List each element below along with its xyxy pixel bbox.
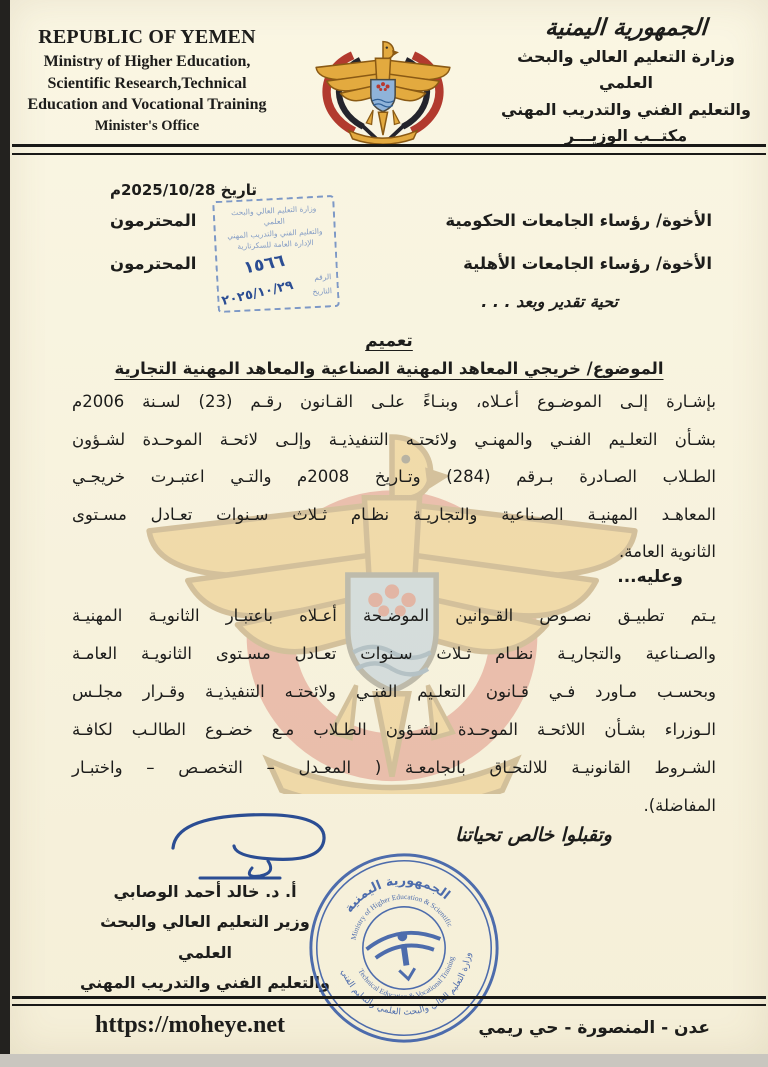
letter-date: تاريخ 2025/10/28م	[110, 181, 258, 199]
body-line: بإشـارة إلـى الموضـوع أعـلاه، وبنـاءً علـى القـانون رقـم (23) لسـنة 2006م	[72, 392, 716, 411]
signatory-name: أ. د. خالد أحمد الوصابي	[113, 882, 297, 901]
body-line: يـتم تطبيـق نصـوص القـوانين الموضـحة أعـلاه باعتبـار الثانويـة المهنيـة	[72, 606, 716, 625]
seal-ministry-ar: وزارة التعليم العالي والبحث العلمي والتعليم الفني	[338, 951, 474, 1018]
body-line: المعاهـد المهنيـة الصـناعية والتجاريـة نظـام ثـلاث سـنوات تعـادل مسـتوى	[72, 504, 716, 524]
body-paragraph-1	[72, 392, 716, 580]
yemen-coat-of-arms-icon	[297, 34, 469, 148]
ministry-name-en-line3: Education and Vocational Training	[27, 96, 267, 114]
recipient-name: الأخوة/ رؤساء الجامعات الأهلية	[463, 254, 712, 273]
seal-ministry-en-bottom: Technical Education & Vocational Training	[356, 955, 457, 1001]
subject-line: الموضوع/ خريجي المعاهد المهنية الصناعية والمعاهد المهنية التجارية	[114, 359, 664, 378]
ministry-name-en-line1: Ministry of Higher Education,	[43, 53, 251, 70]
office-address: عدن - المنصورة - حي ريمي	[478, 1018, 710, 1038]
recipient-row-private	[110, 254, 712, 273]
stamp-number-handwritten: ١٥٦٦	[242, 250, 287, 279]
body-line: المفاضلة).	[643, 796, 716, 815]
body-line: الشـروط القانونيـة للالتحـاق بالجامعـة ( المعـدل – التخصـص – واختبـار	[72, 758, 716, 777]
seal-eagle-icon	[365, 926, 445, 984]
circular-title: تعميم	[365, 331, 413, 351]
stamp-date-label: التاريخ	[312, 285, 333, 296]
office-name-en: Minister's Office	[94, 117, 200, 134]
ministry-name-ar-line2: والتعليم الفني والتدريب المهني	[501, 99, 751, 119]
country-name-ar: الجمهورية اليمنية	[544, 15, 708, 41]
header-english-block	[18, 24, 276, 136]
stamp-ministry-line1: وزارة التعليم العالي والبحث العلمي	[230, 203, 317, 227]
recipient-honorific: المحترمون	[110, 254, 197, 273]
body-line: وبحسـب مـاورد فـي قـانون التعلـيم الفنـي ولائحتـه التنفيذيـة وقـرار مجلـس	[72, 682, 716, 701]
body-line: والصـناعية والتجاريـة نظـام ثـلاث سـنوات تعـادل مسـتوى الثانويـة العامـة	[72, 644, 716, 663]
registry-stamp	[212, 195, 340, 313]
footer-divider	[12, 996, 766, 1006]
stamp-department: الإدارة العامة للسكرتارية	[237, 237, 314, 251]
ministry-name-en-line2: Scientific Research,Technical	[47, 74, 247, 92]
closing-line: وتقبلوا خالص تحياتنا	[455, 824, 612, 846]
stamp-date-handwritten: ٢٠٢٥/١٠/٢٩	[220, 278, 295, 310]
ministry-name-ar-line1: وزارة التعليم العالي والبحث العلمي	[517, 46, 735, 93]
greeting-line: تحية تقدير وبعد . . .	[481, 292, 618, 311]
body-paragraph-2	[72, 606, 716, 834]
office-name-ar: مكتــب الوزيـــر	[564, 126, 688, 146]
signatory-block	[76, 877, 334, 999]
letter-paper	[10, 0, 768, 1054]
recipient-honorific: المحترمون	[110, 211, 197, 230]
body-line: الـوزراء بشـأن اللائحـة الموحـدة لشـؤون الطـلاب مـع خضـوع الطالـب لكافـة	[72, 720, 716, 739]
seal-ministry-en-top: Ministry of Higher Education & Scientific	[348, 891, 455, 941]
body-line: بشـأن التعلـيم الفنـي والمهنـي ولائحتـه التنفيذيـة وإلـى لائحـة الموحـدة لشـؤون	[72, 429, 716, 449]
body-line: الطـلاب الصـادرة بـرقم (284) وتـاريخ 2008م والتـي اعتبـرت خريجـي	[72, 467, 717, 486]
signatory-title-line1: وزير التعليم العالي والبحث العلمي	[100, 912, 310, 962]
website-url: https://moheye.net	[95, 1012, 285, 1038]
scan-edge-strip	[0, 1054, 768, 1067]
signatory-title-line2: والتعليم الفني والتدريب المهني	[80, 973, 330, 993]
body-line: الثانوية العامة.	[619, 542, 716, 561]
transition-word: وعليه...	[617, 567, 683, 587]
stamp-ministry-line2: والتعليم الفني والتدريب المهني	[227, 226, 323, 241]
seal-country-ar: الجمهورية اليمنية	[341, 873, 453, 916]
recipient-name: الأخوة/ رؤساء الجامعات الحكومية	[445, 211, 712, 230]
header-divider	[12, 144, 766, 155]
recipient-row-government	[110, 211, 712, 230]
header-arabic-block	[490, 14, 762, 149]
country-name-en: REPUBLIC OF YEMEN	[38, 26, 256, 48]
stamp-number-label: الرقم	[313, 272, 332, 283]
